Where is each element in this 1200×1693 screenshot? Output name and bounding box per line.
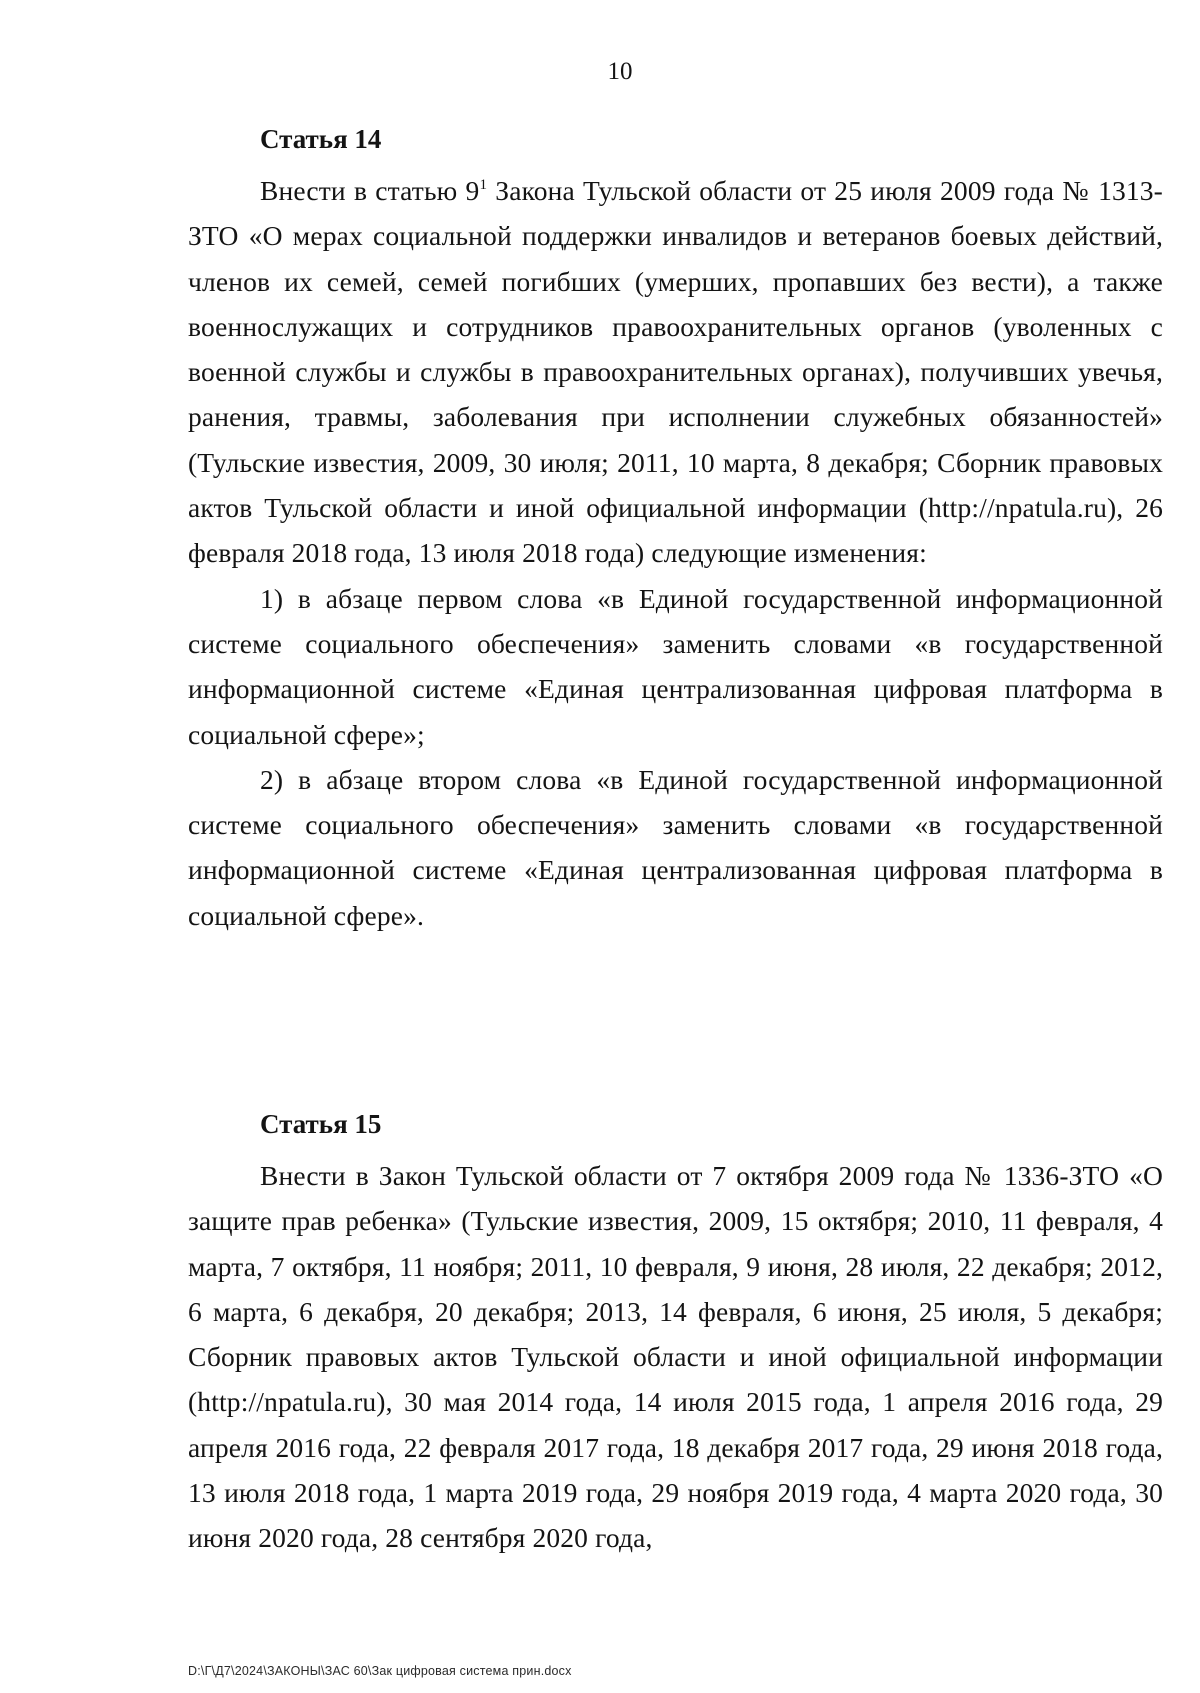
article-14-item-1: 1) в абзаце первом слова «в Единой государственной информационной системе социального обеспечения» заменить словами «в государственной информационной системе «Единая централизованная цифровая платформа в социальной сфере»;	[188, 582, 1163, 750]
footer-file-path: D:\Г\Д7\2024\ЗАКОНЫ\ЗАС 60\Зак цифровая система прин.docx	[188, 1664, 572, 1678]
article-14-item-2: 2) в абзаце втором слова «в Единой государственной информационной системе социального обеспечения» заменить словами «в государственной информационной системе «Единая централизованная цифровая платформа в социальной сфере».	[188, 763, 1163, 931]
article-15-title: Статья 15	[260, 1109, 382, 1139]
article-14-title: Статья 14	[260, 124, 382, 154]
article-14-superscript: 1	[479, 177, 488, 193]
article-14-intro-rest: Закона Тульской области от 25 июля 2009 года № 1313-ЗТО «О мерах социальной поддержки инвалидов и ветеранов боевых действий, членов их семей, семей погибших (умерших, пропавших без вести), а также военнослужащих и сотрудников правоохранительных органов (уволенных с военной службы и службы в правоохранительных органах), получивших увечья, ранения, травмы, заболевания при исполнении служебных обязанностей» (Тульские известия, 2009, 30 июля; 2011, 10 марта, 8 декабря; Сборник правовых актов Тульской области и иной официальной информации (http://npatula.ru), 26 февраля 2018 года, 13 июля 2018 года) следующие изменения:	[188, 175, 1163, 569]
article-15-intro: Внести в Закон Тульской области от 7 октября 2009 года № 1336-ЗТО «О защите прав ребенка» (Тульские известия, 2009, 15 октября; 2010, 11 февраля, 4 марта, 7 октября, 11 ноября; 2011, 10 февраля, 9 июня, 28 июля, 22 декабря; 2012, 6 марта, 6 декабря, 20 декабря; 2013, 14 февраля, 6 июня, 25 июля, 5 декабря; Сборник правовых актов Тульской области и иной официальной информации (http://npatula.ru), 30 мая 2014 года, 14 июля 2015 года, 1 апреля 2016 года, 29 апреля 2016 года, 22 февраля 2017 года, 18 декабря 2017 года, 29 июня 2018 года, 13 июля 2018 года, 1 марта 2019 года, 29 ноября 2019 года, 4 марта 2020 года, 30 июня 2020 года, 28 сентября 2020 года,	[188, 1160, 1163, 1554]
article-14-intro-start: Внести в статью 9	[260, 175, 480, 206]
article-14-intro	[188, 168, 1163, 576]
page-number: 10	[607, 58, 633, 85]
article-15	[188, 1107, 1163, 1561]
article-14	[188, 122, 1163, 938]
